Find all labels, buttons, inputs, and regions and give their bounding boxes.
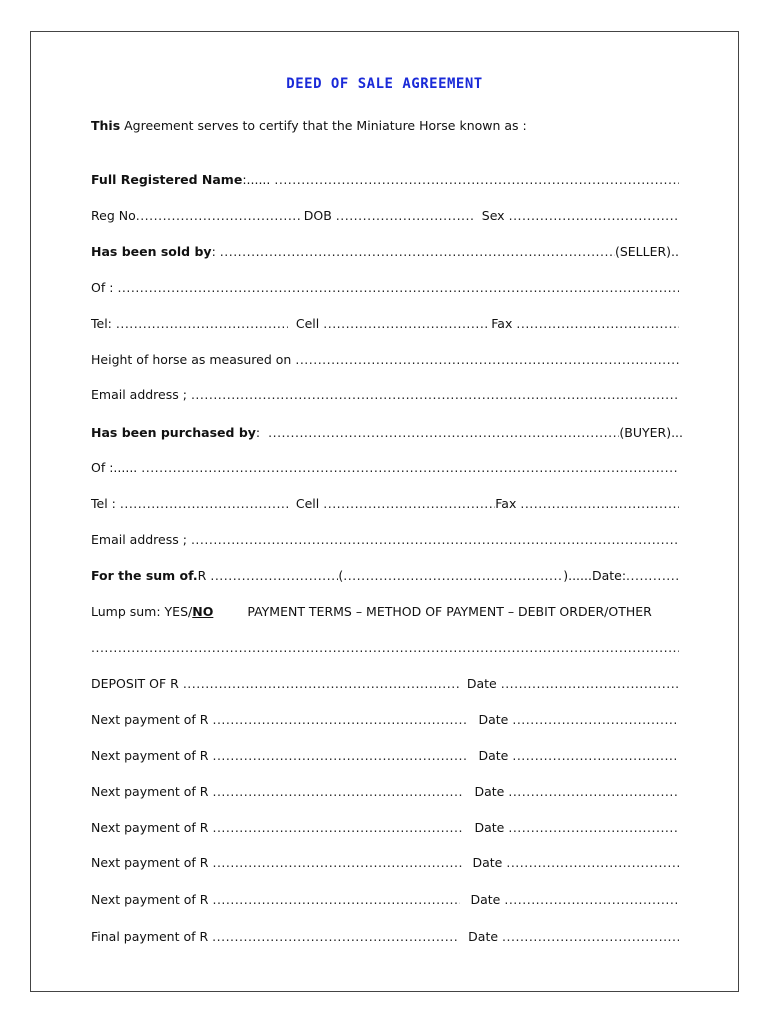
lump-label: Lump sum: YES/ bbox=[91, 604, 193, 619]
sum-open: ( bbox=[338, 568, 344, 583]
height-blank[interactable] bbox=[295, 352, 679, 367]
payment-date-4[interactable] bbox=[508, 820, 679, 835]
lump-no: NO bbox=[192, 604, 214, 619]
dob-blank[interactable] bbox=[336, 208, 474, 223]
reg-no-label: Reg No bbox=[91, 208, 136, 223]
sold-by-label: Has been sold by bbox=[91, 244, 212, 259]
payment-date-2[interactable] bbox=[512, 748, 679, 763]
payment-row-2 bbox=[91, 748, 679, 763]
full-name-row bbox=[91, 172, 679, 187]
intro-text bbox=[91, 118, 527, 133]
payment-row-5 bbox=[91, 855, 679, 870]
dob-label: DOB bbox=[303, 208, 332, 223]
payment-label-5: Next payment of R bbox=[91, 855, 209, 870]
deposit-row bbox=[91, 676, 679, 691]
buyer-cell-label: Cell bbox=[295, 496, 320, 511]
terms-blank-row bbox=[91, 640, 679, 655]
buyer-of-blank[interactable] bbox=[141, 460, 679, 475]
payment-amount-4[interactable] bbox=[212, 820, 464, 835]
final-payment-date[interactable] bbox=[502, 929, 679, 944]
buyer-email-row bbox=[91, 532, 679, 547]
buyer-fax-blank[interactable] bbox=[520, 496, 679, 511]
payment-label-1: Next payment of R bbox=[91, 712, 209, 727]
buyer-email-blank[interactable] bbox=[191, 532, 679, 547]
payment-row-6 bbox=[91, 892, 679, 907]
payment-label-2: Next payment of R bbox=[91, 748, 209, 763]
deposit-date-blank[interactable] bbox=[501, 676, 679, 691]
buyer-of-row bbox=[91, 460, 679, 475]
buyer-email-label: Email address ; bbox=[91, 532, 187, 547]
intro-rest: Agreement serves to certify that the Miniature Horse known as : bbox=[120, 118, 527, 133]
payment-terms: PAYMENT TERMS – METHOD OF PAYMENT – DEBIT ORDER/OTHER bbox=[247, 604, 652, 619]
sum-date-blank[interactable] bbox=[626, 568, 679, 583]
reg-row bbox=[91, 208, 679, 223]
deposit-label: DEPOSIT OF R bbox=[91, 676, 179, 691]
payment-date-label-3: Date bbox=[474, 784, 505, 799]
payment-date-3[interactable] bbox=[508, 784, 679, 799]
deposit-blank[interactable] bbox=[183, 676, 461, 691]
height-label: Height of horse as measured on bbox=[91, 352, 292, 367]
document-page bbox=[30, 31, 739, 992]
buyer-tel-blank[interactable] bbox=[120, 496, 290, 511]
payment-amount-6[interactable] bbox=[212, 892, 460, 907]
final-payment-date-label: Date bbox=[468, 929, 499, 944]
sum-words-blank[interactable] bbox=[343, 568, 563, 583]
payment-date-label-4: Date bbox=[474, 820, 505, 835]
purchased-by-row bbox=[91, 425, 683, 440]
purchased-by-blank[interactable] bbox=[268, 425, 619, 440]
height-row bbox=[91, 352, 679, 367]
payment-amount-1[interactable] bbox=[212, 712, 468, 727]
payment-date-label-2: Date bbox=[478, 748, 509, 763]
final-payment-amount[interactable] bbox=[212, 929, 458, 944]
payment-label-4: Next payment of R bbox=[91, 820, 209, 835]
sold-by-row bbox=[91, 244, 679, 259]
seller-fax-blank[interactable] bbox=[516, 316, 679, 331]
intro-lead: This bbox=[91, 118, 121, 133]
purchased-by-label: Has been purchased by bbox=[91, 425, 256, 440]
sex-label: Sex bbox=[481, 208, 505, 223]
sold-by-blank[interactable] bbox=[220, 244, 615, 259]
buyer-tel-label: Tel : bbox=[91, 496, 116, 511]
payment-date-6[interactable] bbox=[504, 892, 679, 907]
payment-amount-5[interactable] bbox=[212, 855, 462, 870]
seller-of-label: Of : bbox=[91, 280, 114, 295]
sum-close: )......Date: bbox=[563, 568, 627, 583]
sum-amount-blank[interactable] bbox=[210, 568, 338, 583]
full-name-sep: :...... bbox=[242, 172, 271, 187]
payment-row-4 bbox=[91, 820, 679, 835]
payment-amount-3[interactable] bbox=[212, 784, 464, 799]
payment-date-5[interactable] bbox=[506, 855, 679, 870]
sold-by-sep: : bbox=[211, 244, 216, 259]
sum-label: For the sum of. bbox=[91, 568, 198, 583]
final-payment-label: Final payment of R bbox=[91, 929, 209, 944]
deposit-date-label: Date bbox=[466, 676, 497, 691]
seller-email-blank[interactable] bbox=[191, 387, 679, 402]
sum-row bbox=[91, 568, 679, 583]
payment-label-6: Next payment of R bbox=[91, 892, 209, 907]
seller-email-row bbox=[91, 387, 679, 402]
full-name-blank[interactable] bbox=[274, 172, 679, 187]
seller-cell-label: Cell bbox=[295, 316, 320, 331]
buyer-tag: (BUYER)... bbox=[619, 425, 683, 440]
lump-row bbox=[91, 604, 679, 619]
payment-date-1[interactable] bbox=[512, 712, 679, 727]
payment-date-label-6: Date bbox=[470, 892, 501, 907]
buyer-fax-label: Fax bbox=[495, 496, 517, 511]
payment-date-label-5: Date bbox=[472, 855, 503, 870]
seller-tel-row bbox=[91, 316, 679, 331]
payment-amount-2[interactable] bbox=[212, 748, 468, 763]
seller-tag: (SELLER).. bbox=[614, 244, 679, 259]
purchased-by-sep: : bbox=[255, 425, 261, 440]
final-payment-row bbox=[91, 929, 679, 944]
seller-of-blank[interactable] bbox=[117, 280, 679, 295]
payment-row-1 bbox=[91, 712, 679, 727]
seller-fax-label: Fax bbox=[491, 316, 513, 331]
seller-tel-blank[interactable] bbox=[116, 316, 288, 331]
seller-email-label: Email address ; bbox=[91, 387, 187, 402]
sex-blank[interactable] bbox=[509, 208, 679, 223]
full-name-label: Full Registered Name bbox=[91, 172, 243, 187]
payment-label-3: Next payment of R bbox=[91, 784, 209, 799]
seller-cell-blank[interactable] bbox=[323, 316, 487, 331]
seller-of-row bbox=[91, 280, 679, 295]
reg-no-blank[interactable] bbox=[136, 208, 300, 223]
buyer-of-label: Of :...... bbox=[91, 460, 138, 475]
payment-date-label-1: Date bbox=[478, 712, 509, 727]
page-title: DEED OF SALE AGREEMENT bbox=[286, 76, 483, 92]
seller-tel-label: Tel: bbox=[91, 316, 112, 331]
buyer-cell-blank[interactable] bbox=[323, 496, 495, 511]
buyer-tel-row bbox=[91, 496, 679, 511]
terms-blank[interactable] bbox=[91, 640, 679, 655]
payment-row-3 bbox=[91, 784, 679, 799]
sum-r: R bbox=[197, 568, 207, 583]
